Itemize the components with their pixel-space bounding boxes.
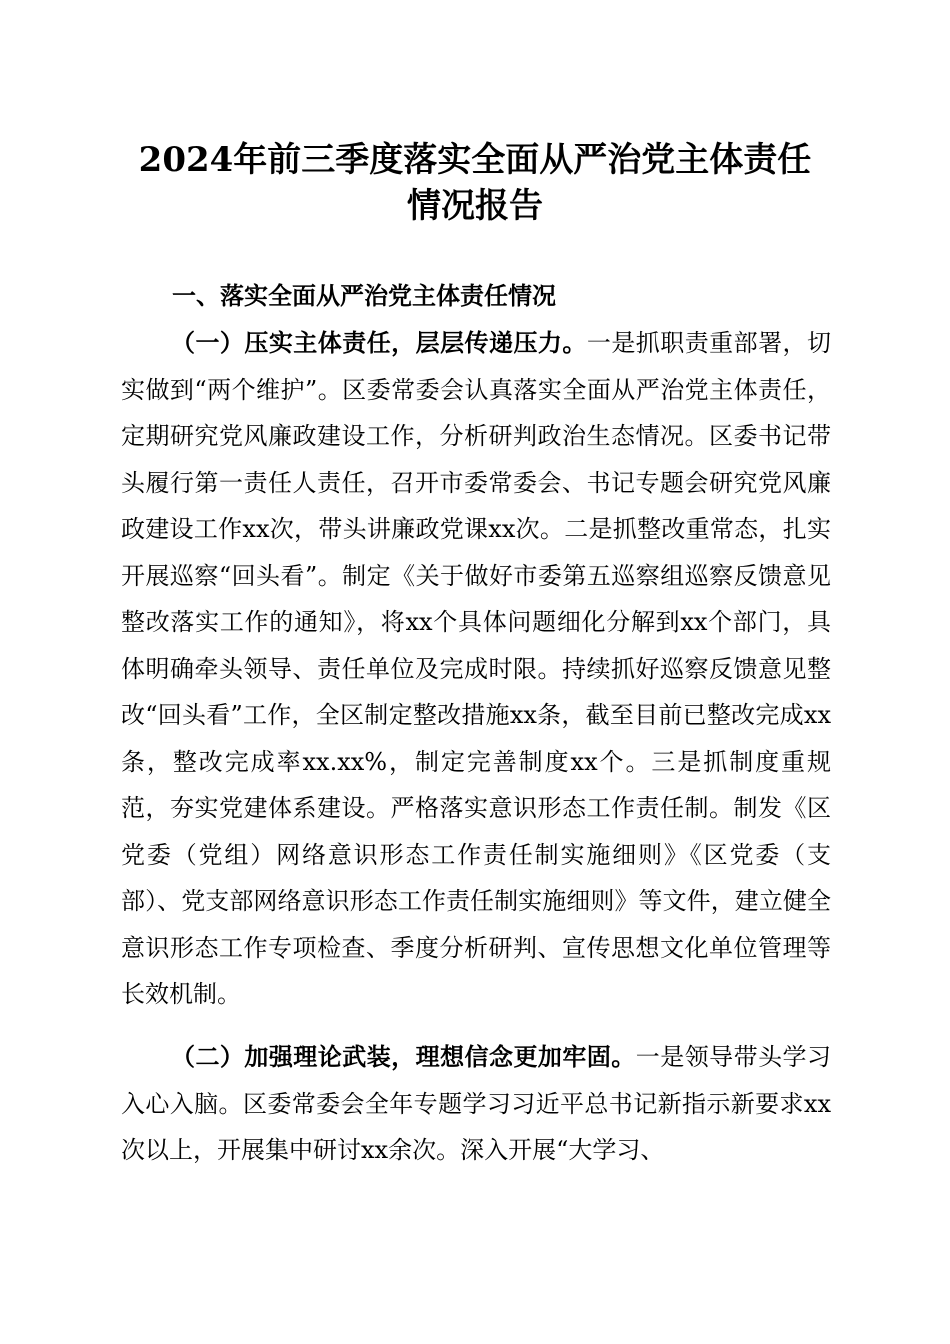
- paragraph-1-lead: （一）压实主体责任，层层传递压力。: [171, 329, 587, 357]
- paragraph-2-lead: （二）加强理论武装，理想信念更加牢固。: [171, 1043, 636, 1071]
- section-heading: 一、落实全面从严治党主体责任情况: [172, 282, 556, 310]
- paragraph-1: [121, 320, 831, 1018]
- document-title-line-1: 2024年前三季度落实全面从严治党主体责任: [138, 140, 812, 180]
- paragraph-1-text: 一是抓职责重部署，切实做到“两个维护”。区委常委会认真落实全面从严治党主体责任，定期研究党风廉政建设工作，分析研判政治生态情况。区委书记带头履行第一责任人责任，召开市委常委会、书记专题会研究党风廉政建设工作xx次，带头讲廉政党课xx次。二是抓整改重常态，扎实开展巡察“回头看”。制定《关于做好市委第五巡察组巡察反馈意见整改落实工作的通知》，将xx个具体问题细化分解到xx个部门，具体明确牵头领导、责任单位及完成时限。持续抓好巡察反馈意见整改“回头看”工作，全区制定整改措施xx条，截至目前已整改完成xx条，整改完成率xx.xx%，制定完善制度xx个。三是抓制度重规范，夯实党建体系建设。严格落实意识形态工作责任制。制发《区党委（党组）网络意识形态工作责任制实施细则》《区党委（支部）、党支部网络意识形态工作责任制实施细则》等文件，建立健全意识形态工作专项检查、季度分析研判、宣传思想文化单位管理等长效机制。: [121, 329, 832, 1008]
- document-title-line-2: 情况报告: [407, 186, 543, 226]
- paragraph-2: [121, 1034, 831, 1174]
- paragraph-2-text: 一是领导带头学习入心入脑。区委常委会全年专题学习习近平总书记新指示新要求xx次以上，开展集中研讨xx余次。深入开展“大学习、: [121, 1043, 832, 1164]
